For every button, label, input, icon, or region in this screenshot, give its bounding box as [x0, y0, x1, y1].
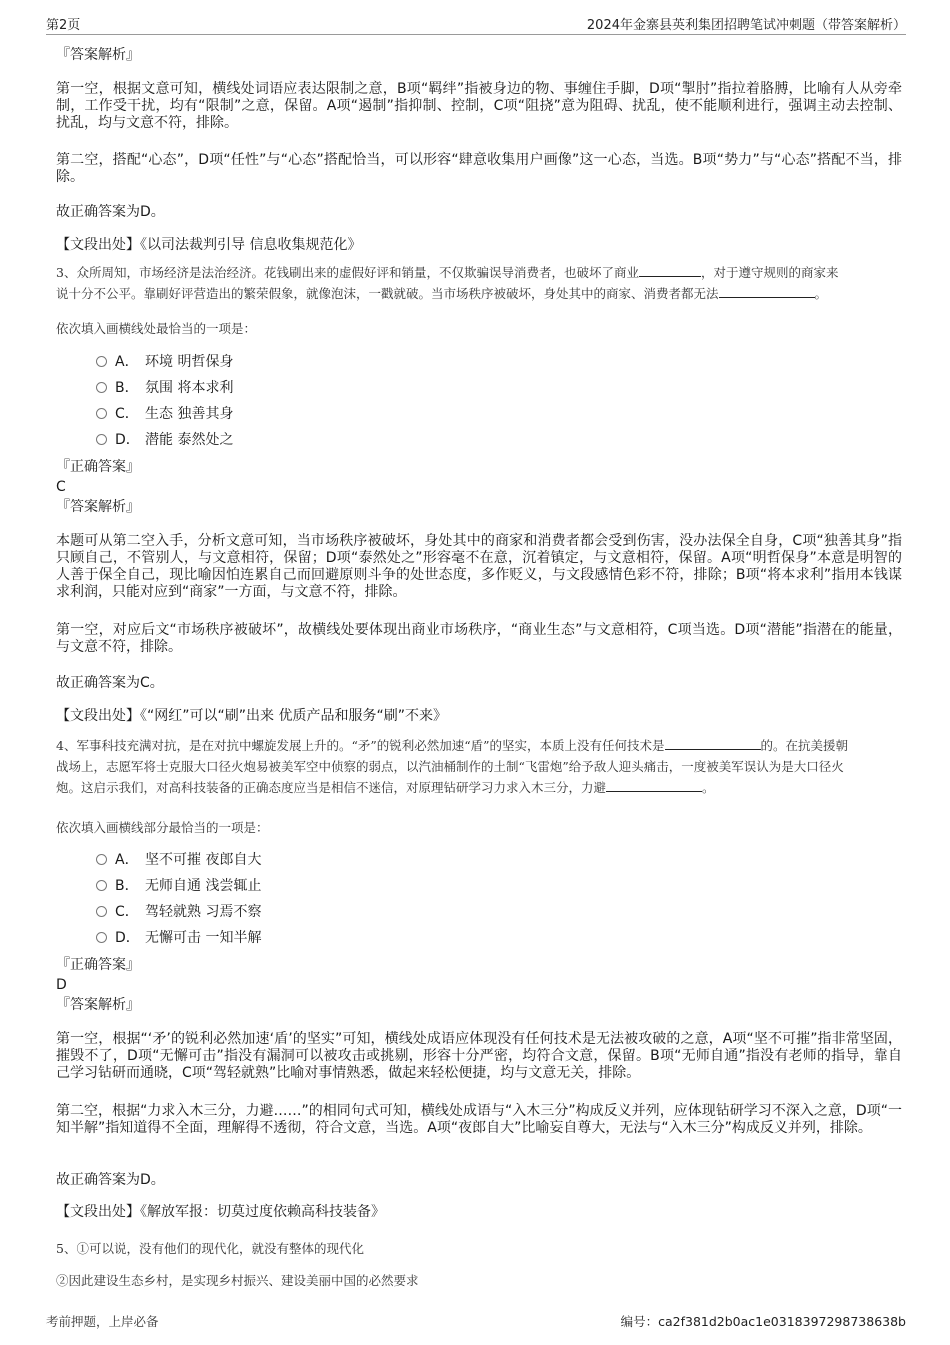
radio-icon[interactable]: [96, 434, 107, 445]
fill-blank: [639, 264, 701, 277]
source-citation: 【文段出处】《解放军报：切莫过度依赖高科技装备》: [56, 1204, 385, 1220]
fill-blank: [719, 285, 815, 298]
page-number: 第2页: [46, 18, 81, 33]
option-d[interactable]: D． 无懈可击 一知半解: [96, 929, 261, 947]
correct-answer: D: [56, 977, 67, 993]
question-4-stem: 4、军事科技充满对抗，是在对抗中螺旋发展上升的。“矛”的锐利必然加速“盾”的坚实，本质上没有任何技术是 的。在抗美援朝 战场上，志愿军将士克服大口径火炮易被美军空中侦察的弱点，以汽油桶制作的土制“飞雷炮”给予敌人迎头痛击，一度被美军误认为是大口径火 炮。这启示我们，对高科技装备的正确态度应当是相信不迷信，对原理钻研学习力求入木三分，力避 。: [56, 738, 849, 795]
source-citation: 【文段出处】《以司法裁判引导 信息收集规范化》: [56, 237, 362, 253]
answer-analysis-label: 『答案解析』: [56, 47, 140, 63]
option-c[interactable]: C． 驾轻就熟 习焉不察: [96, 903, 261, 921]
page-footer: [46, 1312, 906, 1330]
correct-answer: C: [56, 479, 66, 495]
fill-blank: [606, 779, 702, 792]
radio-icon[interactable]: [96, 408, 107, 419]
answer-conclusion: 故正确答案为C。: [56, 675, 164, 691]
page-header: [46, 12, 906, 35]
option-a[interactable]: A． 坚不可摧 夜郎自大: [96, 851, 261, 869]
option-d[interactable]: D． 潜能 泰然处之: [96, 431, 233, 449]
question-3-stem: 3、众所周知，市场经济是法治经济。花钱刷出来的虚假好评和销量，不仅欺骗误导消费者，也破坏了商业 ，对于遵守规则的商家来 说十分不公平。靠刷好评营造出的繁荣假象，就像泡沫，一戳就破。当市场秩序被破坏，身处其中的商家、消费者都无法 。: [56, 265, 839, 301]
question-5-line: ②因此建设生态乡村，是实现乡村振兴、建设美丽中国的必然要求: [56, 1273, 419, 1288]
footer-slogan: 考前押题，上岸必备: [46, 1314, 159, 1329]
analysis-paragraph: 第一空，根据“‘矛’的锐利必然加速‘盾’的坚实”可知，横线处成语应体现没有任何技术是无法被攻破的之意，A项“坚不可摧”指非常坚固，摧毁不了，D项“无懈可击”指没有漏洞可以被攻击或挑剔，形容十分严密，均符合文意，保留。B项“无师自通”指没有老师的指导，靠自己学习钻研而通晓，C项“驾轻就熟”比喻对事情熟悉，做起来轻松便捷，均与文意无关，排除。: [56, 1031, 902, 1081]
analysis-paragraph: 本题可从第二空入手，分析文意可知，当市场秩序被破坏，身处其中的商家和消费者都会受到伤害，没办法保全自身，C项“独善其身”指只顾自己，不管别人，与文意相符，保留；D项“泰然处之”形容毫不在意，沉着镇定，与文意相符，保留。A项“明哲保身”本意是明智的人善于保全自己，现比喻因怕连累自己而回避原则斗争的处世态度，多作贬义，与文段感情色彩不符，排除；B项“将本求利”指用本钱谋求利润，只能对应到“商家”一方面，与文意不符，排除。: [56, 533, 902, 600]
question-5-line: 5、①可以说，没有他们的现代化，就没有整体的现代化: [56, 1241, 364, 1256]
analysis-paragraph: 第一空，根据文意可知，横线处词语应表达限制之意，B项“羁绊”指被身边的物、事缠住手脚，D项“掣肘”指拉着胳膊，比喻有人从旁牵制，工作受干扰，均有“限制”之意，保留。A项“遏制”指抑制、控制，C项“阻挠”意为阻碍、扰乱，使不能顺利进行，强调主动去控制、扰乱，均与文意不符，排除。: [56, 81, 902, 131]
correct-answer-label: 『正确答案』: [56, 957, 140, 973]
analysis-paragraph: 第一空，对应后文“市场秩序被破坏”，故横线处要体现出商业市场秩序，“商业生态”与文意相符，C项当选。D项“潜能”指潜在的能量，与文意不符，排除。: [56, 622, 902, 655]
analysis-paragraph: 第二空，根据“力求入木三分，力避……”的相同句式可知，横线处成语与“入木三分”构成反义并列，应体现钻研学习不深入之意，D项“一知半解”指知道得不全面，理解得不透彻，符合文意，当选。A项“夜郎自大”比喻妄自尊大，无法与“入木三分”构成反义并列，排除。: [56, 1103, 902, 1136]
option-a[interactable]: A． 环境 明哲保身: [96, 353, 233, 371]
radio-icon[interactable]: [96, 932, 107, 943]
radio-icon[interactable]: [96, 880, 107, 891]
answer-conclusion: 故正确答案为D。: [56, 1172, 165, 1188]
question-instruction: 依次填入画横线处最恰当的一项是：: [56, 321, 257, 336]
document-title: 2024年金寨县英利集团招聘笔试冲刺题（带答案解析）: [586, 18, 906, 33]
answer-analysis-label: 『答案解析』: [56, 499, 140, 515]
radio-icon[interactable]: [96, 854, 107, 865]
answer-conclusion: 故正确答案为D。: [56, 204, 165, 220]
radio-icon[interactable]: [96, 382, 107, 393]
option-c[interactable]: C． 生态 独善其身: [96, 405, 233, 423]
source-citation: 【文段出处】《“网红”可以“刷”出来 优质产品和服务“刷”不来》: [56, 708, 447, 724]
option-b[interactable]: B． 氛围 将本求利: [96, 379, 233, 397]
radio-icon[interactable]: [96, 356, 107, 367]
correct-answer-label: 『正确答案』: [56, 459, 140, 475]
radio-icon[interactable]: [96, 906, 107, 917]
document-code: 编号：ca2f381d2b0ac1e0318397298738638b: [620, 1314, 906, 1329]
analysis-paragraph: 第二空，搭配“心态”，D项“任性”与“心态”搭配恰当，可以形容“肆意收集用户画像”这一心态，当选。B项“势力”与“心态”搭配不当，排除。: [56, 152, 902, 185]
question-instruction: 依次填入画横线部分最恰当的一项是：: [56, 820, 269, 835]
option-b[interactable]: B． 无师自通 浅尝辄止: [96, 877, 261, 895]
answer-analysis-label: 『答案解析』: [56, 997, 140, 1013]
fill-blank: [665, 737, 761, 750]
